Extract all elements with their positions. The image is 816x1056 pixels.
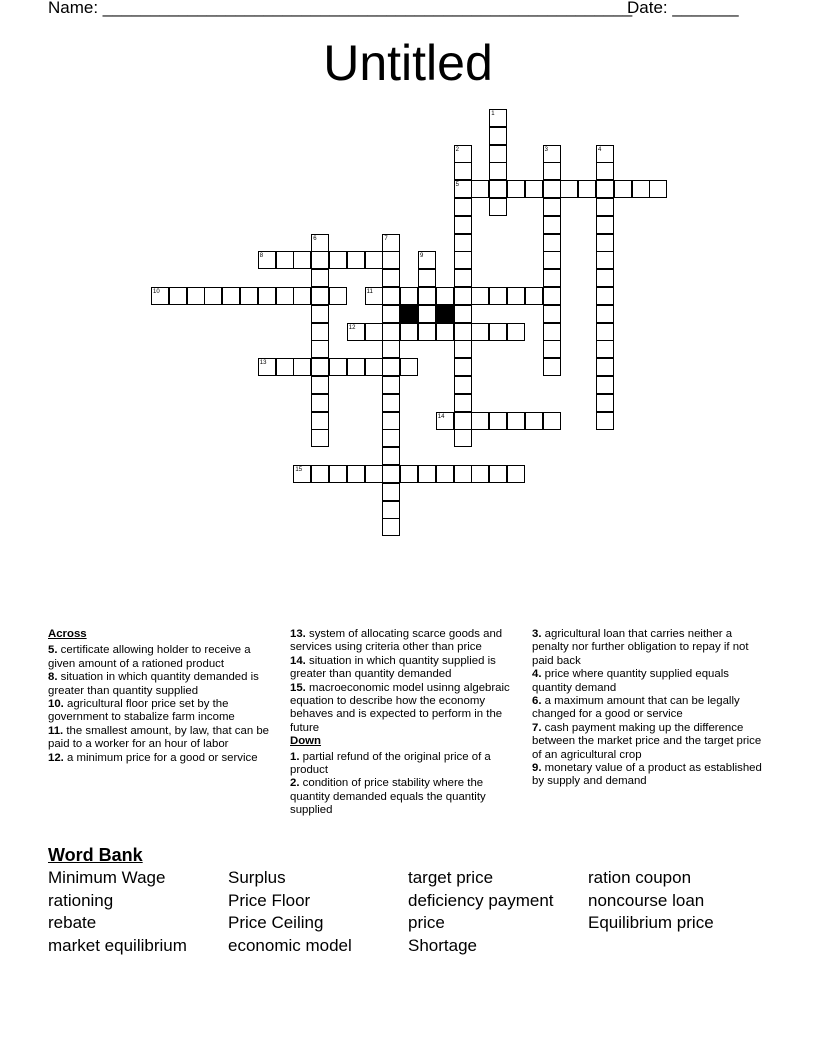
grid-cell[interactable]	[454, 323, 472, 341]
grid-cell[interactable]	[454, 429, 472, 447]
grid-cell[interactable]	[454, 251, 472, 269]
cell-number: 6	[313, 235, 317, 242]
black-cell	[400, 305, 418, 323]
clue-across-15: 15. macroeconomic model usinng algebraic equation to describe how the economy behaves and is expected to perform in the future	[290, 681, 510, 734]
grid-cell[interactable]	[489, 145, 507, 163]
grid-cell[interactable]	[240, 287, 258, 305]
grid-cell[interactable]	[454, 412, 472, 430]
grid-cell[interactable]	[596, 323, 614, 341]
word-bank-item: economic model	[228, 936, 352, 955]
grid-cell[interactable]	[489, 287, 507, 305]
grid-cell[interactable]	[382, 269, 400, 287]
grid-cell[interactable]	[454, 145, 472, 163]
clue-across-14: 14. situation in which quantity supplied is greater than quantity demanded	[290, 654, 496, 681]
grid-cell[interactable]	[258, 358, 276, 376]
grid-cell[interactable]	[382, 501, 400, 519]
clue-across-8: 8. situation in which quantity demanded is greater than quantity supplied	[48, 671, 259, 697]
grid-cell[interactable]	[311, 305, 329, 323]
grid-cell[interactable]	[187, 287, 205, 305]
word-bank-item: ration coupon	[588, 868, 692, 887]
cell-number: 2	[455, 146, 459, 153]
clue-across-13: 13. system of allocating scarce goods and services using criteria other than price	[290, 628, 503, 654]
grid-cell[interactable]	[382, 394, 400, 412]
clue-across-5: 5. certificate allowing holder to receive a given amount of a rationed product	[48, 644, 251, 670]
grid-cell[interactable]	[525, 412, 543, 430]
word-bank-title: Word Bank	[48, 845, 143, 865]
grid-cell[interactable]	[347, 251, 365, 269]
clue-column-2	[290, 628, 522, 818]
grid-cell[interactable]	[489, 323, 507, 341]
grid-cell[interactable]	[293, 287, 311, 305]
grid-cell[interactable]	[632, 180, 650, 198]
grid-cell[interactable]	[543, 198, 561, 216]
grid-cell[interactable]	[329, 251, 347, 269]
grid-cell[interactable]	[436, 412, 454, 430]
grid-cell[interactable]	[347, 465, 365, 483]
word-bank-item: rebate	[48, 913, 97, 932]
grid-cell[interactable]	[222, 287, 240, 305]
grid-cell[interactable]	[329, 358, 347, 376]
grid-cell[interactable]	[436, 465, 454, 483]
grid-cell[interactable]	[596, 162, 614, 180]
grid-cell[interactable]	[311, 323, 329, 341]
grid-cell[interactable]	[382, 412, 400, 430]
grid-cell[interactable]	[454, 198, 472, 216]
grid-cell[interactable]	[329, 465, 347, 483]
grid-cell[interactable]	[382, 376, 400, 394]
cell-number: 3	[544, 146, 548, 153]
word-bank-item: price	[408, 913, 445, 932]
grid-cell[interactable]	[276, 251, 294, 269]
grid-cell[interactable]	[454, 394, 472, 412]
grid-cell[interactable]	[382, 340, 400, 358]
grid-cell[interactable]	[454, 269, 472, 287]
grid-cell[interactable]	[489, 127, 507, 145]
grid-cell[interactable]	[365, 287, 383, 305]
grid-cell[interactable]	[347, 323, 365, 341]
grid-cell[interactable]	[436, 287, 454, 305]
grid-cell[interactable]	[543, 287, 561, 305]
grid-cell[interactable]	[418, 269, 436, 287]
grid-cell[interactable]	[596, 216, 614, 234]
grid-cell[interactable]	[382, 429, 400, 447]
grid-cell[interactable]	[293, 465, 311, 483]
grid-cell[interactable]	[596, 305, 614, 323]
down-heading: Down	[290, 735, 322, 748]
grid-cell[interactable]	[293, 358, 311, 376]
grid-cell[interactable]	[382, 358, 400, 376]
clue-down-1: 1. partial refund of the original price of a product	[290, 750, 491, 777]
word-bank-item: Minimum Wage	[48, 868, 166, 887]
grid-cell[interactable]	[543, 269, 561, 287]
grid-cell[interactable]	[311, 429, 329, 447]
grid-cell[interactable]	[525, 180, 543, 198]
word-bank-item: Price Floor	[228, 891, 311, 910]
grid-cell[interactable]	[596, 287, 614, 305]
grid-cell[interactable]	[400, 465, 418, 483]
grid-cell[interactable]	[596, 198, 614, 216]
grid-cell[interactable]	[543, 251, 561, 269]
grid-cell[interactable]	[614, 180, 632, 198]
clue-column-1	[48, 628, 280, 765]
grid-cell[interactable]	[489, 162, 507, 180]
name-line: Name: ________________________________________________________	[48, 0, 633, 17]
clue-across-12: 12. a minimum price for a good or service	[48, 751, 258, 764]
grid-cell[interactable]	[418, 305, 436, 323]
grid-cell[interactable]	[311, 269, 329, 287]
cell-number: 8	[259, 253, 264, 260]
grid-cell[interactable]	[418, 287, 436, 305]
cell-number: 4	[598, 146, 602, 153]
cell-number: 1	[491, 111, 495, 117]
word-bank-item: Price Ceiling	[228, 913, 324, 932]
clue-across-11: 11. the smallest amount, by law, that can be paid to a worker for an hour of labor	[48, 724, 270, 751]
grid-cell[interactable]	[382, 305, 400, 323]
grid-cell[interactable]	[543, 180, 561, 198]
word-bank-item: noncourse loan	[588, 891, 705, 910]
grid-cell[interactable]	[311, 251, 329, 269]
grid-cell[interactable]	[382, 483, 400, 501]
grid-cell[interactable]	[382, 465, 400, 483]
grid-cell[interactable]	[543, 412, 561, 430]
grid-cell[interactable]	[560, 180, 578, 198]
grid-cell[interactable]	[596, 251, 614, 269]
grid-cell[interactable]	[596, 376, 614, 394]
grid-cell[interactable]	[507, 180, 525, 198]
grid-cell[interactable]	[471, 465, 489, 483]
grid-cell[interactable]	[543, 305, 561, 323]
grid-cell[interactable]	[418, 465, 436, 483]
grid-cell[interactable]	[454, 216, 472, 234]
grid-cell[interactable]	[543, 234, 561, 252]
grid-cell[interactable]	[596, 269, 614, 287]
grid-cell[interactable]	[454, 305, 472, 323]
grid-cell[interactable]	[543, 216, 561, 234]
grid-cell[interactable]	[596, 180, 614, 198]
cell-number: 5	[455, 182, 459, 189]
grid-cell[interactable]	[293, 251, 311, 269]
word-bank-item: rationing	[48, 891, 114, 910]
cell-number: 9	[420, 253, 424, 260]
grid-cell[interactable]	[489, 109, 507, 127]
cell-number: 15	[295, 467, 303, 473]
grid-cell[interactable]	[400, 358, 418, 376]
page-title: Untitled	[323, 35, 493, 91]
grid-cell[interactable]	[454, 234, 472, 252]
grid-cell[interactable]	[471, 287, 489, 305]
grid-cell[interactable]	[596, 234, 614, 252]
grid-cell[interactable]	[258, 287, 276, 305]
grid-cell[interactable]	[578, 180, 596, 198]
grid-cell[interactable]	[543, 162, 561, 180]
grid-cell[interactable]	[471, 323, 489, 341]
cell-number: 14	[437, 413, 445, 420]
grid-cell[interactable]	[596, 145, 614, 163]
grid-cell[interactable]	[365, 251, 383, 269]
clue-down-4: 4. price where quantity supplied equals quantity demand	[532, 668, 729, 694]
grid-cell[interactable]	[543, 358, 561, 376]
grid-cell[interactable]	[276, 287, 294, 305]
grid-cell[interactable]	[365, 323, 383, 341]
grid-cell[interactable]	[436, 323, 454, 341]
grid-cell[interactable]	[382, 323, 400, 341]
clue-down-3: 3. agricultural loan that carries neither a penalty nor further obligation to repay if not paid back	[532, 628, 749, 667]
word-bank-item: target price	[408, 868, 494, 887]
grid-cell[interactable]	[507, 287, 525, 305]
cell-number: 10	[153, 289, 160, 295]
date-line: Date: _______	[627, 0, 739, 17]
grid-cell[interactable]	[454, 376, 472, 394]
grid-cell[interactable]	[382, 251, 400, 269]
across-heading: Across	[48, 628, 87, 640]
word-bank-item: Shortage	[408, 936, 477, 955]
grid-cell[interactable]	[543, 340, 561, 358]
grid-cell[interactable]	[507, 412, 525, 430]
grid-cell[interactable]	[382, 234, 400, 252]
grid-cell[interactable]	[471, 180, 489, 198]
grid-cell[interactable]	[276, 358, 294, 376]
grid-cell[interactable]	[596, 340, 614, 358]
grid-cell[interactable]	[151, 287, 169, 305]
grid-cell[interactable]	[365, 465, 383, 483]
grid-cell[interactable]	[596, 412, 614, 430]
grid-cell[interactable]	[258, 251, 276, 269]
grid-cell[interactable]	[489, 412, 507, 430]
grid-cell[interactable]	[649, 180, 667, 198]
grid-cell[interactable]	[311, 358, 329, 376]
grid-cell[interactable]	[400, 323, 418, 341]
grid-cell[interactable]	[454, 465, 472, 483]
grid-cell[interactable]	[454, 162, 472, 180]
grid-cell[interactable]	[382, 447, 400, 465]
grid-cell[interactable]	[311, 287, 329, 305]
grid-cell[interactable]	[311, 412, 329, 430]
clue-down-2: 2. condition of price stability where the quantity demanded equals the quantity supplied	[290, 777, 486, 817]
grid-cell[interactable]	[365, 358, 383, 376]
grid-cell[interactable]	[596, 394, 614, 412]
word-bank-item: Surplus	[228, 868, 286, 887]
grid-cell[interactable]	[596, 358, 614, 376]
grid-cell[interactable]	[489, 198, 507, 216]
clue-column-3	[532, 628, 764, 789]
grid-cell[interactable]	[454, 340, 472, 358]
grid-cell[interactable]	[543, 145, 561, 163]
grid-cell[interactable]	[507, 465, 525, 483]
grid-cell[interactable]	[204, 287, 222, 305]
grid-cell[interactable]	[454, 358, 472, 376]
grid-cell[interactable]	[454, 287, 472, 305]
grid-cell[interactable]	[543, 323, 561, 341]
clue-across-10: 10. agricultural floor price set by the government to stabalize farm income	[48, 698, 235, 724]
grid-cell[interactable]	[329, 287, 347, 305]
grid-cell[interactable]	[382, 287, 400, 305]
grid-cell[interactable]	[418, 251, 436, 269]
cell-number: 7	[384, 235, 388, 242]
grid-cell[interactable]	[489, 465, 507, 483]
grid-cell[interactable]	[507, 323, 525, 341]
grid-cell[interactable]	[471, 412, 489, 430]
cell-number: 13	[259, 360, 267, 367]
grid-cell[interactable]	[311, 340, 329, 358]
cell-number: 11	[366, 289, 373, 295]
word-bank-item: market equilibrium	[48, 936, 187, 955]
grid-cell[interactable]	[311, 234, 329, 252]
clue-down-9: 9. monetary value of a product as established by supply and demand	[532, 762, 762, 788]
black-cell	[436, 305, 454, 323]
grid-cell[interactable]	[400, 287, 418, 305]
grid-cell[interactable]	[454, 180, 472, 198]
grid-cell[interactable]	[525, 287, 543, 305]
grid-cell[interactable]	[169, 287, 187, 305]
grid-cell[interactable]	[311, 465, 329, 483]
clue-down-7: 7. cash payment making up the difference between the market price and the target price of an agricultural crop	[532, 721, 762, 761]
word-bank-item: Equilibrium price	[588, 913, 714, 932]
word-bank-item: deficiency payment	[408, 891, 554, 910]
grid-cell[interactable]	[489, 180, 507, 198]
grid-cell[interactable]	[347, 358, 365, 376]
grid-cell[interactable]	[311, 394, 329, 412]
grid-cell[interactable]	[382, 518, 400, 536]
grid-cell[interactable]	[311, 376, 329, 394]
cell-number: 12	[348, 324, 356, 331]
clue-down-6: 6. a maximum amount that can be legally changed for a good or service	[532, 695, 740, 721]
grid-cell[interactable]	[418, 323, 436, 341]
